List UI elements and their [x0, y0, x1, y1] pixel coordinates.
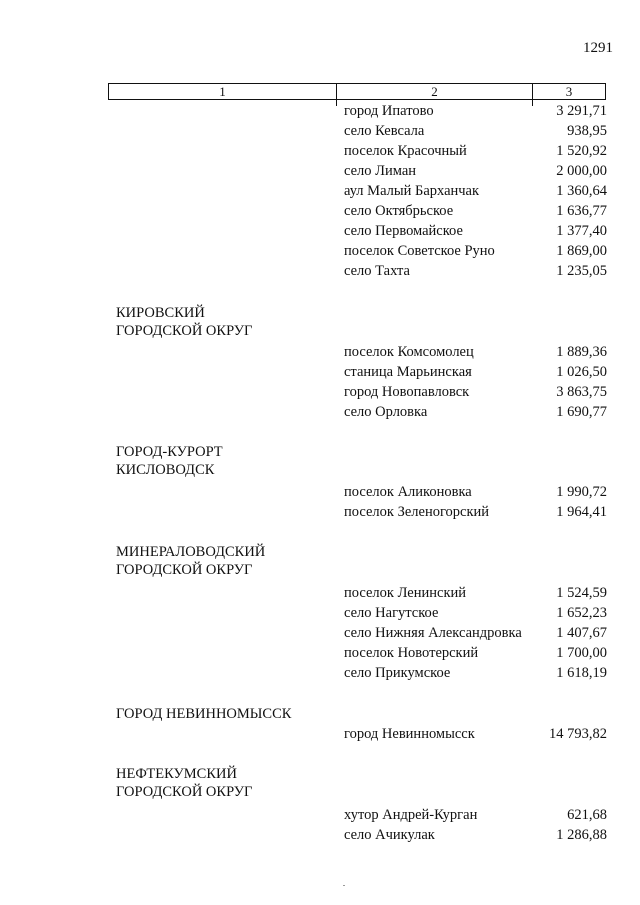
settlement-value: 3 863,75 — [556, 384, 607, 400]
settlement-name: село Кевсала — [344, 123, 425, 139]
settlement-name: село Тахта — [344, 263, 410, 279]
settlement-value: 3 291,71 — [556, 103, 607, 119]
settlement-value: 938,95 — [567, 123, 607, 139]
settlement-value: 1 407,67 — [556, 625, 607, 641]
settlement-value: 1 520,92 — [556, 143, 607, 159]
settlement-name: село Октябрьское — [344, 203, 454, 219]
settlement-name: село Прикумское — [344, 665, 451, 681]
settlement-value: 1 964,41 — [556, 504, 607, 520]
column-divider — [336, 100, 337, 106]
district-name: МИНЕРАЛОВОДСКИЙ ГОРОДСКОЙ ОКРУГ — [116, 544, 266, 578]
settlement-value: 1 286,88 — [556, 827, 607, 843]
settlement-name: поселок Зеленогорский — [344, 504, 490, 520]
page-number: 1291 — [583, 40, 613, 56]
settlement-name: село Орловка — [344, 404, 428, 420]
settlement-value: 1 652,23 — [556, 605, 607, 621]
column-divider — [532, 100, 533, 106]
settlement-name: село Ачикулак — [344, 827, 435, 843]
settlement-value: 1 690,77 — [556, 404, 607, 420]
scan-mark — [343, 885, 345, 886]
settlement-value: 1 524,59 — [556, 585, 607, 601]
district-name: НЕФТЕКУМСКИЙ ГОРОДСКОЙ ОКРУГ — [116, 766, 253, 800]
settlement-name: аул Малый Барханчак — [344, 183, 480, 199]
settlement-value: 1 636,77 — [556, 203, 607, 219]
settlement-value: 1 700,00 — [556, 645, 607, 661]
column-header-3: 3 — [565, 84, 573, 99]
settlement-name: поселок Новотерский — [344, 645, 479, 661]
settlement-name: село Нижняя Александровка — [344, 625, 522, 641]
settlement-value: 1 235,05 — [556, 263, 607, 279]
settlement-name: поселок Красочный — [344, 143, 467, 159]
settlement-value: 1 360,64 — [556, 183, 607, 199]
settlement-value: 2 000,00 — [556, 163, 607, 179]
settlement-value: 14 793,82 — [549, 726, 607, 742]
district-name: КИРОВСКИЙ ГОРОДСКОЙ ОКРУГ — [116, 305, 253, 339]
district-name: ГОРОД НЕВИННОМЫССК — [116, 706, 292, 722]
settlement-name: поселок Аликоновка — [344, 484, 472, 500]
settlement-name: хутор Андрей-Курган — [344, 807, 478, 823]
district-name: ГОРОД-КУРОРТ КИСЛОВОДСК — [116, 444, 223, 478]
settlement-name: село Нагутское — [344, 605, 439, 621]
settlement-name: станица Марьинская — [344, 364, 472, 380]
settlement-value: 1 869,00 — [556, 243, 607, 259]
settlement-value: 1 026,50 — [556, 364, 607, 380]
settlement-value: 1 889,36 — [556, 344, 607, 360]
settlement-name: поселок Советское Руно — [344, 243, 495, 259]
settlement-value: 621,68 — [567, 807, 607, 823]
column-header-1: 1 — [109, 84, 337, 99]
table-header — [108, 83, 606, 100]
settlement-value: 1 377,40 — [556, 223, 607, 239]
settlement-value: 1 990,72 — [556, 484, 607, 500]
settlement-value: 1 618,19 — [556, 665, 607, 681]
settlement-name: поселок Комсомолец — [344, 344, 474, 360]
settlement-name: город Новопавловск — [344, 384, 470, 400]
settlement-name: село Лиман — [344, 163, 417, 179]
settlement-name: город Невинномысск — [344, 726, 475, 742]
column-header-2: 2 — [337, 84, 533, 99]
settlement-name: поселок Ленинский — [344, 585, 467, 601]
settlement-name: село Первомайское — [344, 223, 463, 239]
settlement-name: город Ипатово — [344, 103, 434, 119]
